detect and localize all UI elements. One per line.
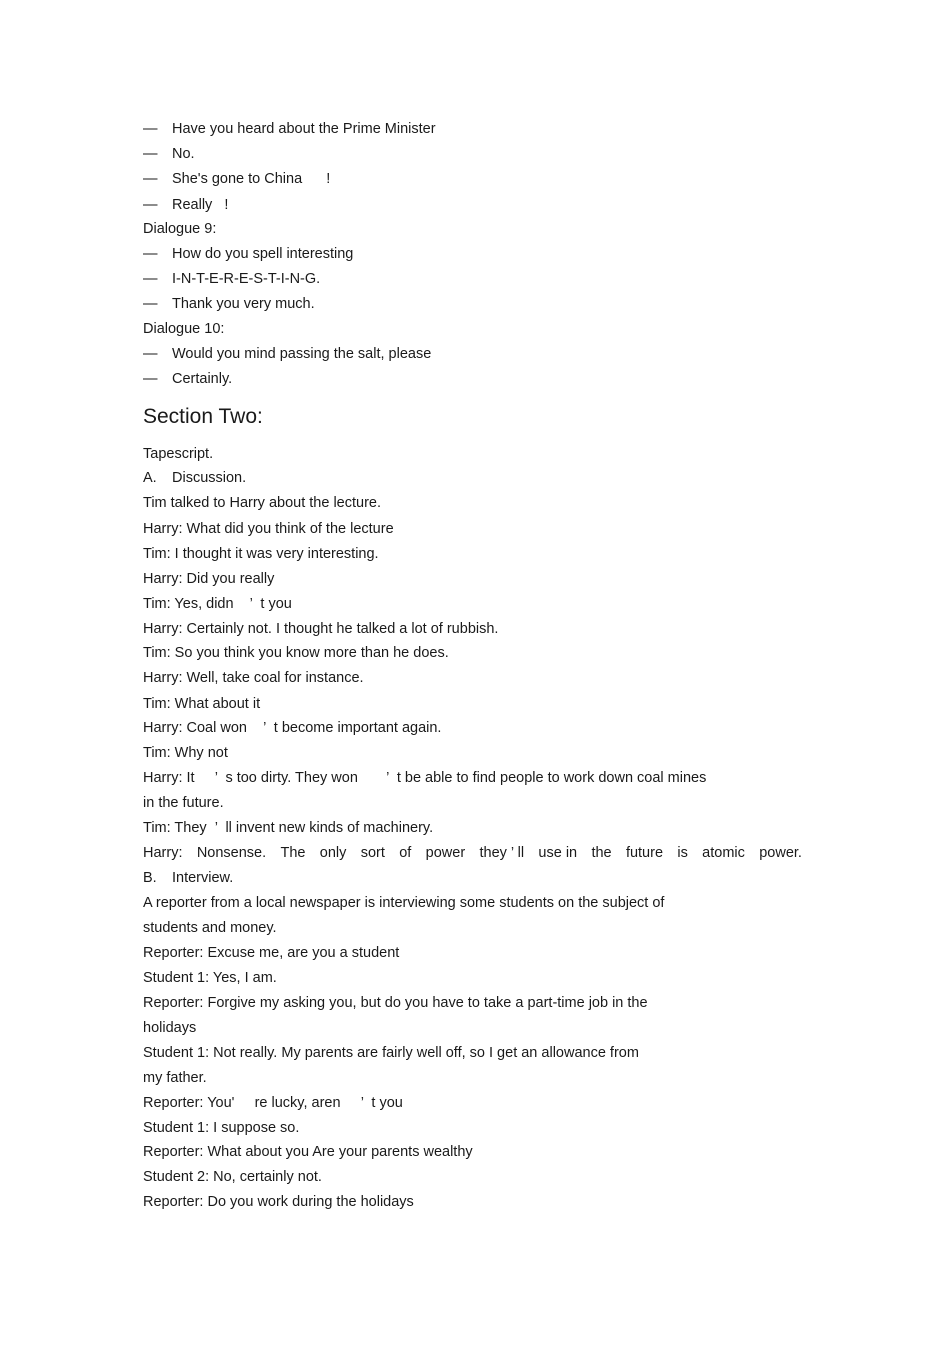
dash-marker: —: [143, 246, 158, 262]
transcript-line: Reporter: Forgive my asking you, but do you have to take a part-time job in the: [143, 995, 648, 1011]
transcript-line: Tim: Why not: [143, 745, 228, 761]
transcript-line: Tim: So you think you know more than he does.: [143, 645, 449, 661]
part-title: Interview.: [172, 870, 234, 886]
dash-marker: —: [143, 296, 158, 312]
transcript-line: Harry: It ’ s too dirty. They won ’ t be able to find people to work down coal mines: [143, 770, 707, 786]
transcript-line: Tim: Yes, didn ’ t you: [143, 596, 292, 612]
transcript-line: Reporter: Do you work during the holidays: [143, 1194, 414, 1210]
dash-marker: —: [143, 171, 158, 187]
transcript-line: my father.: [143, 1070, 207, 1086]
dialogue-line: How do you spell interesting: [172, 246, 354, 262]
part-label: B.: [143, 870, 157, 886]
transcript-line: Reporter: Excuse me, are you a student: [143, 945, 400, 961]
word: only: [319, 845, 347, 861]
dash-marker: —: [143, 371, 158, 387]
transcript-line: Reporter: You' re lucky, aren ’ t you: [143, 1095, 403, 1111]
transcript-line: students and money.: [143, 920, 277, 936]
word: the: [591, 845, 612, 861]
word: atomic: [702, 845, 745, 861]
word: sort: [360, 845, 385, 861]
dash-marker: —: [143, 271, 158, 287]
transcript-line: Reporter: What about you Are your parents wealthy: [143, 1144, 473, 1160]
section-title: Section Two:: [143, 405, 263, 428]
transcript-line: Tim talked to Harry about the lecture.: [143, 495, 382, 511]
transcript-line: holidays: [143, 1020, 197, 1036]
dialogue-line: Certainly.: [172, 371, 233, 387]
transcript-line: in the future.: [143, 795, 224, 811]
word: The: [280, 845, 306, 861]
word: use in: [538, 845, 578, 861]
word: Nonsense.: [196, 845, 267, 861]
transcript-line: Tim: They ’ ll invent new kinds of machinery.: [143, 820, 434, 836]
dash-marker: —: [143, 197, 158, 213]
transcript-line: Student 1: Not really. My parents are fairly well off, so I get an allowance from: [143, 1045, 639, 1061]
part-title: Discussion.: [172, 470, 247, 486]
part-label: A.: [143, 470, 157, 486]
dialogue-heading: Dialogue 10:: [143, 321, 225, 337]
dialogue-line: I-N-T-E-R-E-S-T-I-N-G.: [172, 271, 321, 287]
tapescript-label: Tapescript.: [143, 446, 214, 462]
transcript-line: Harry: Coal won ’ t become important again.: [143, 720, 442, 736]
dialogue-heading: Dialogue 9:: [143, 221, 217, 237]
transcript-line: Harry: Well, take coal for instance.: [143, 670, 364, 686]
word: is: [677, 845, 688, 861]
word: Harry:: [143, 845, 183, 861]
word: they ’ ll: [479, 845, 525, 861]
dash-marker: —: [143, 146, 158, 162]
transcript-line: Student 1: Yes, I am.: [143, 970, 277, 986]
dash-marker: —: [143, 121, 158, 137]
dialogue-line: She's gone to China !: [172, 171, 331, 187]
justified-transcript-line: [143, 844, 802, 862]
transcript-line: A reporter from a local newspaper is interviewing some students on the subject of: [143, 895, 665, 911]
word: of: [399, 845, 412, 861]
dialogue-line: Would you mind passing the salt, please: [172, 346, 432, 362]
transcript-line: Harry: Certainly not. I thought he talked a lot of rubbish.: [143, 621, 499, 637]
transcript-line: Student 2: No, certainly not.: [143, 1169, 322, 1185]
dash-marker: —: [143, 346, 158, 362]
word: power: [425, 845, 466, 861]
word: future: [625, 845, 664, 861]
word: power.: [759, 845, 802, 861]
dialogue-line: Have you heard about the Prime Minister: [172, 121, 436, 137]
dialogue-line: Really !: [172, 197, 229, 213]
transcript-line: Tim: I thought it was very interesting.: [143, 546, 379, 562]
transcript-line: Tim: What about it: [143, 696, 261, 712]
transcript-line: Student 1: I suppose so.: [143, 1120, 300, 1136]
dialogue-line: Thank you very much.: [172, 296, 315, 312]
dialogue-line: No.: [172, 146, 195, 162]
transcript-line: Harry: What did you think of the lecture: [143, 521, 394, 537]
transcript-line: Harry: Did you really: [143, 571, 275, 587]
